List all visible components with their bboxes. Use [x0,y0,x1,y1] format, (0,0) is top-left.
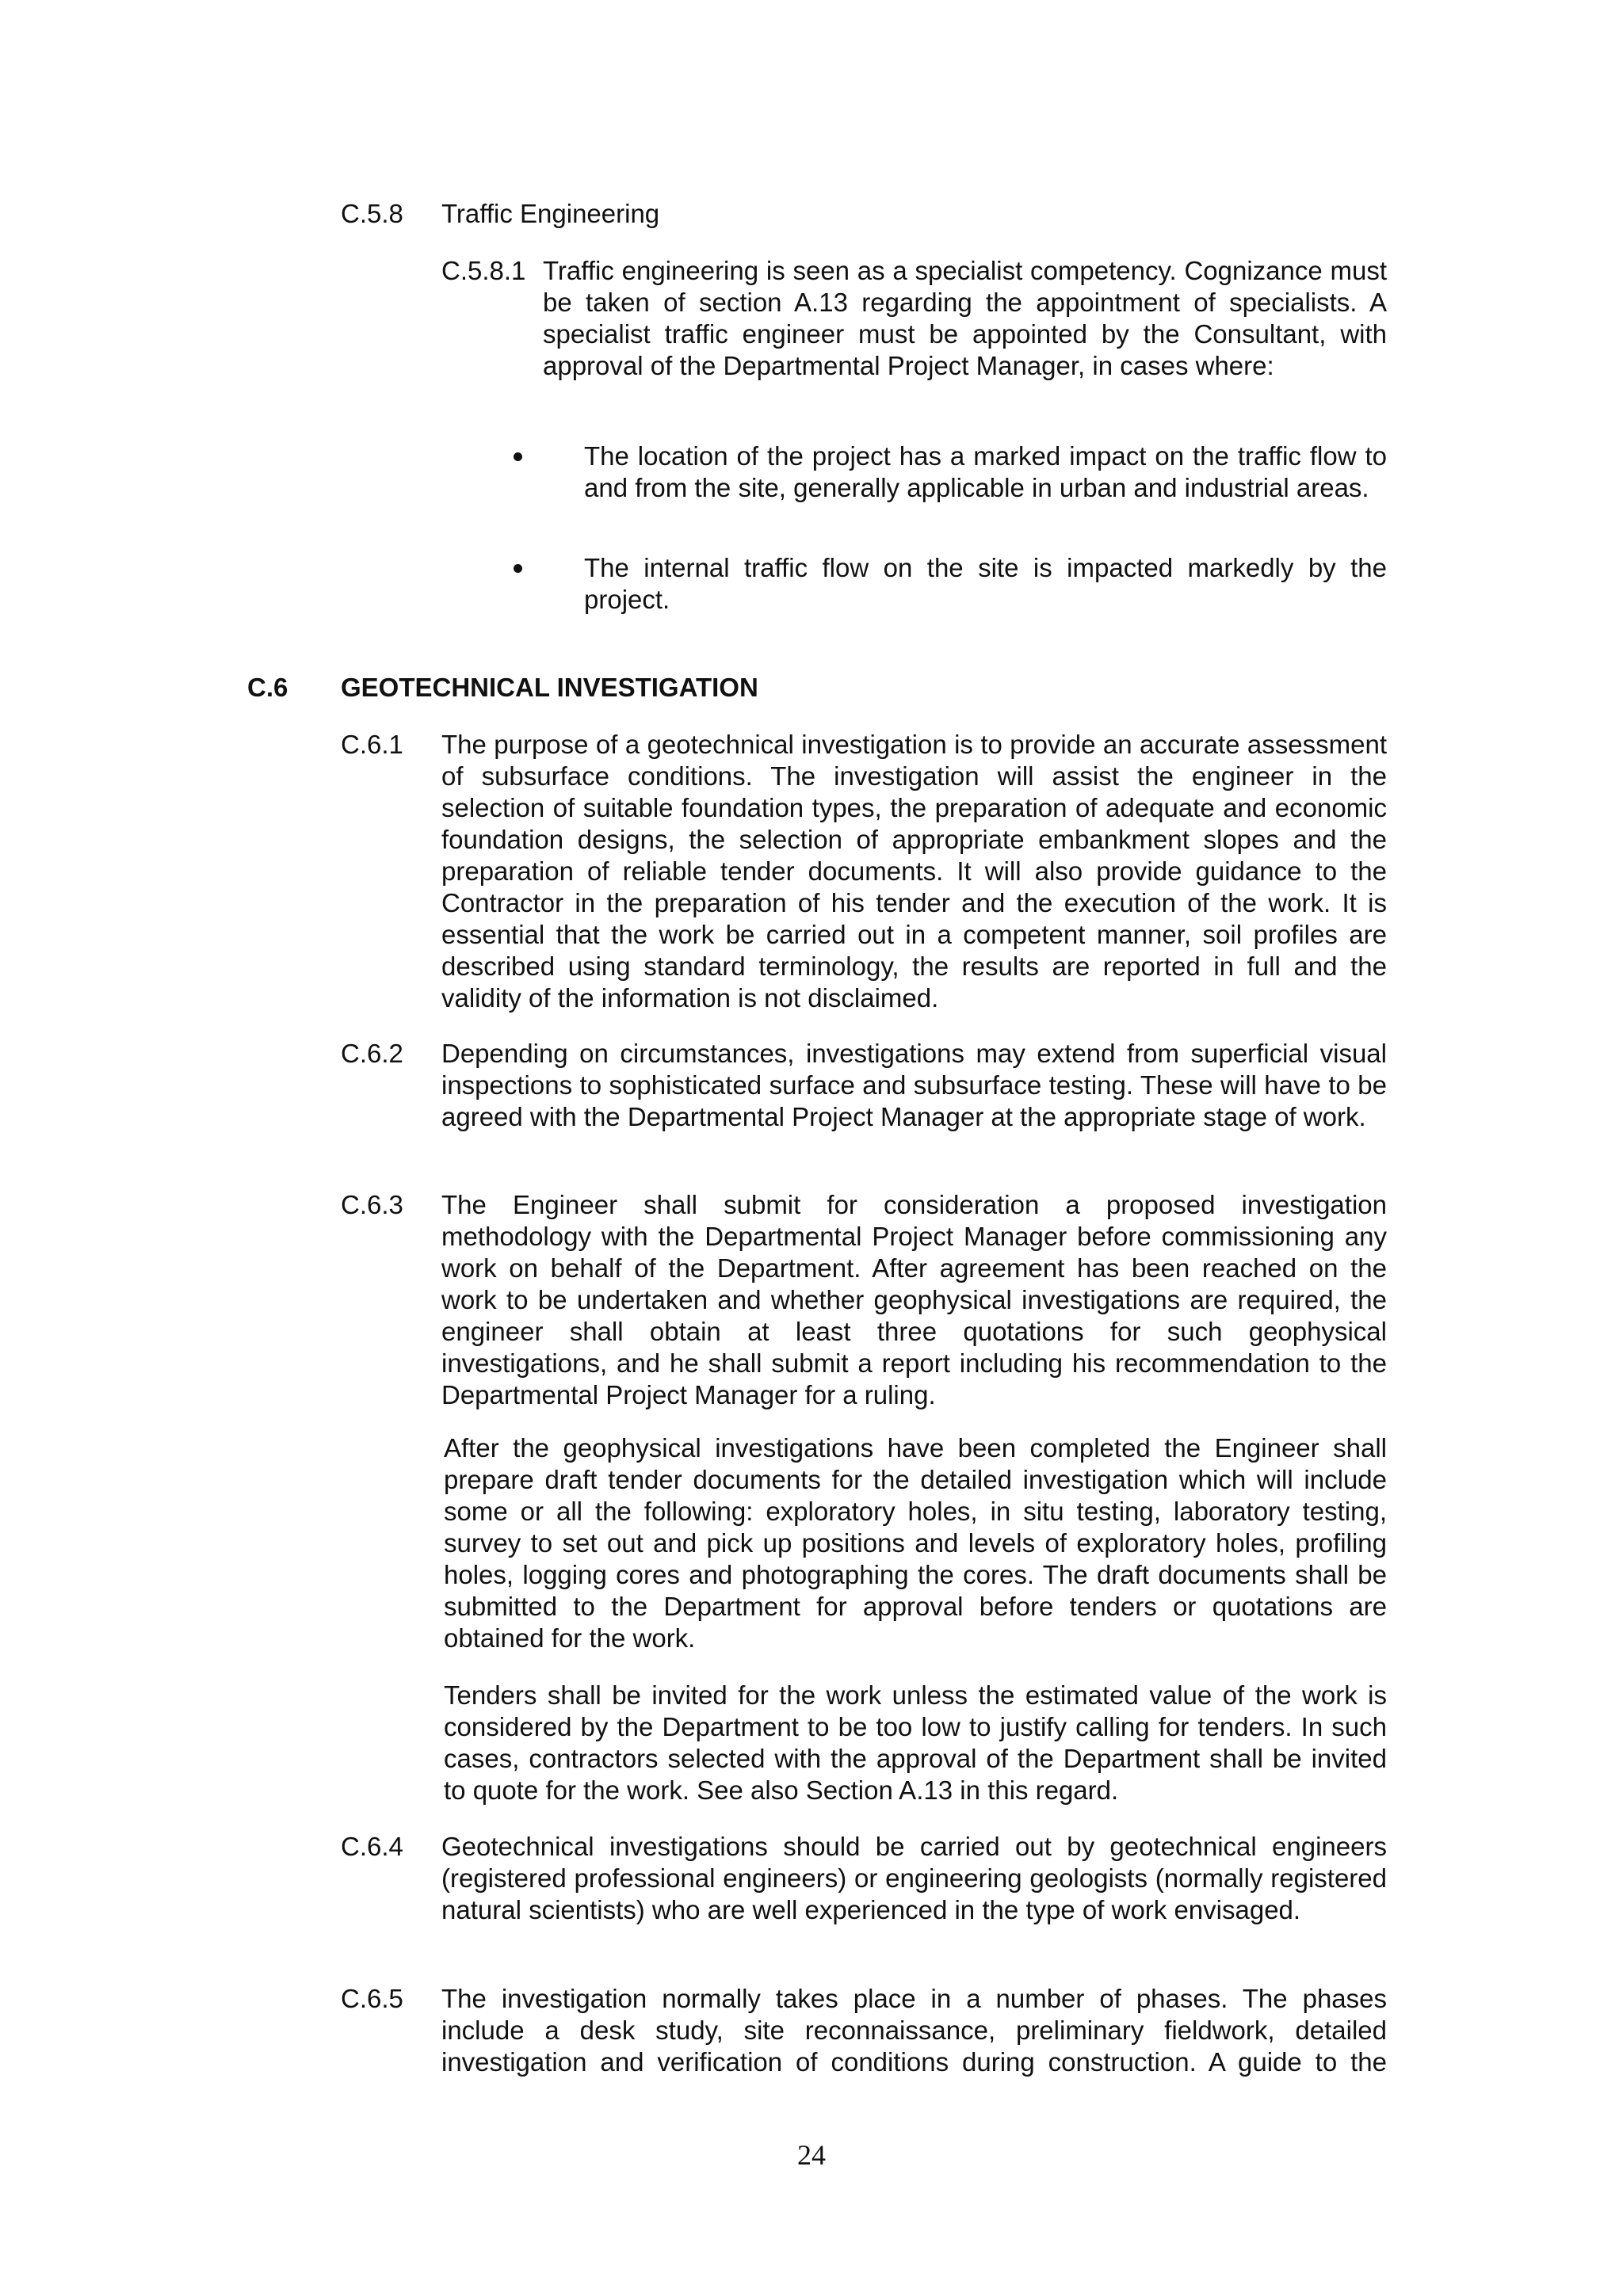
clause-c63-paragraph-3: Tenders shall be invited for the work unless the estimated value of the work is considered by the Department to be too low to justify calling for tenders. In such cases, contractors selected with the approval of the Department shall be invited to quote for the work. See also Section A.13 in this regard. [444,1680,1387,1805]
clause-text-c63: The Engineer shall submit for consideration a proposed investigation methodology with the Departmental Project Manager before commissioning any work on behalf of the Department. After agreement has been reached on the work to be undertaken and whether geophysical investigations are required, the engineer shall obtain at least three quotations for such geophysical investigations, and he shall submit a report including his recommendation to the Departmental Project Manager for a ruling. [441,1190,1387,1409]
clause-text-c64: Geotechnical investigations should be carried out by geotechnical engineers (registered professional engineers) or engineering geologists (normally registered natural scientists) who are well experienced in the type of work envisaged. [441,1832,1387,1924]
clause-c63-paragraph-2: After the geophysical investigations have been completed the Engineer shall prepare draft tender documents for the detailed investigation which will include some or all the following: exploratory holes, in situ testing, laboratory testing, survey to set out and pick up positions and levels of exploratory holes, profiling holes, logging cores and photographing the cores. The draft documents shall be submitted to the Department for approval before tenders or quotations are obtained for the work. [444,1433,1387,1653]
section-heading-c6: GEOTECHNICAL INVESTIGATION [341,673,758,702]
page-number: 24 [797,2139,826,2171]
clause-number-c64: C.6.4 [341,1832,403,1861]
clause-number-c63: C.6.3 [341,1190,403,1219]
section-number-c6: C.6 [247,673,288,702]
clause-number-c61: C.6.1 [341,730,403,759]
clause-text-c62: Depending on circumstances, investigations may extend from superficial visual inspections to sophisticated surface and subsurface testing. These will have to be agreed with the Departmental Project Manager at the appropriate stage of work. [441,1039,1387,1131]
bullet-icon [514,452,522,461]
clause-text-c5581: Traffic engineering is seen as a specialist competency. Cognizance must be taken of section A.13 regarding the appointment of specialists. A specialist traffic engineer must be appointed by the Consultant, with approval of the Departmental Project Manager, in cases where: [543,256,1387,380]
section-number-c58: C.5.8 [341,199,403,228]
clause-text-c61: The purpose of a geotechnical investigation is to provide an accurate assessment of subsurface conditions. The investigation will assist the engineer in the selection of suitable foundation types, the preparation of adequate and economic foundation designs, the selection of appropriate embankment slopes and the preparation of reliable tender documents. It will also provide guidance to the Contractor in the preparation of his tender and the execution of the work. It is essential that the work be carried out in a competent manner, soil profiles are described using standard terminology, the results are reported in full and the validity of the information is not disclaimed. [441,730,1387,1013]
clause-number-c62: C.6.2 [341,1039,403,1068]
section-title-c58: Traffic Engineering [441,199,660,228]
bullet-item-1: The location of the project has a marked impact on the traffic flow to and from the site, generally applicable in urban and industrial areas. [584,441,1387,502]
bullet-icon [514,564,522,573]
bullet-item-2: The internal traffic flow on the site is impacted markedly by the project. [584,553,1387,614]
clause-number-c65: C.6.5 [341,1984,403,2013]
clause-text-c65: The investigation normally takes place in a number of phases. The phases include a desk study, site reconnaissance, preliminary fieldwork, detailed investigation and verification of conditions during construction. A guide to the [441,1984,1387,2077]
clause-number-c5581: C.5.8.1 [441,256,526,285]
